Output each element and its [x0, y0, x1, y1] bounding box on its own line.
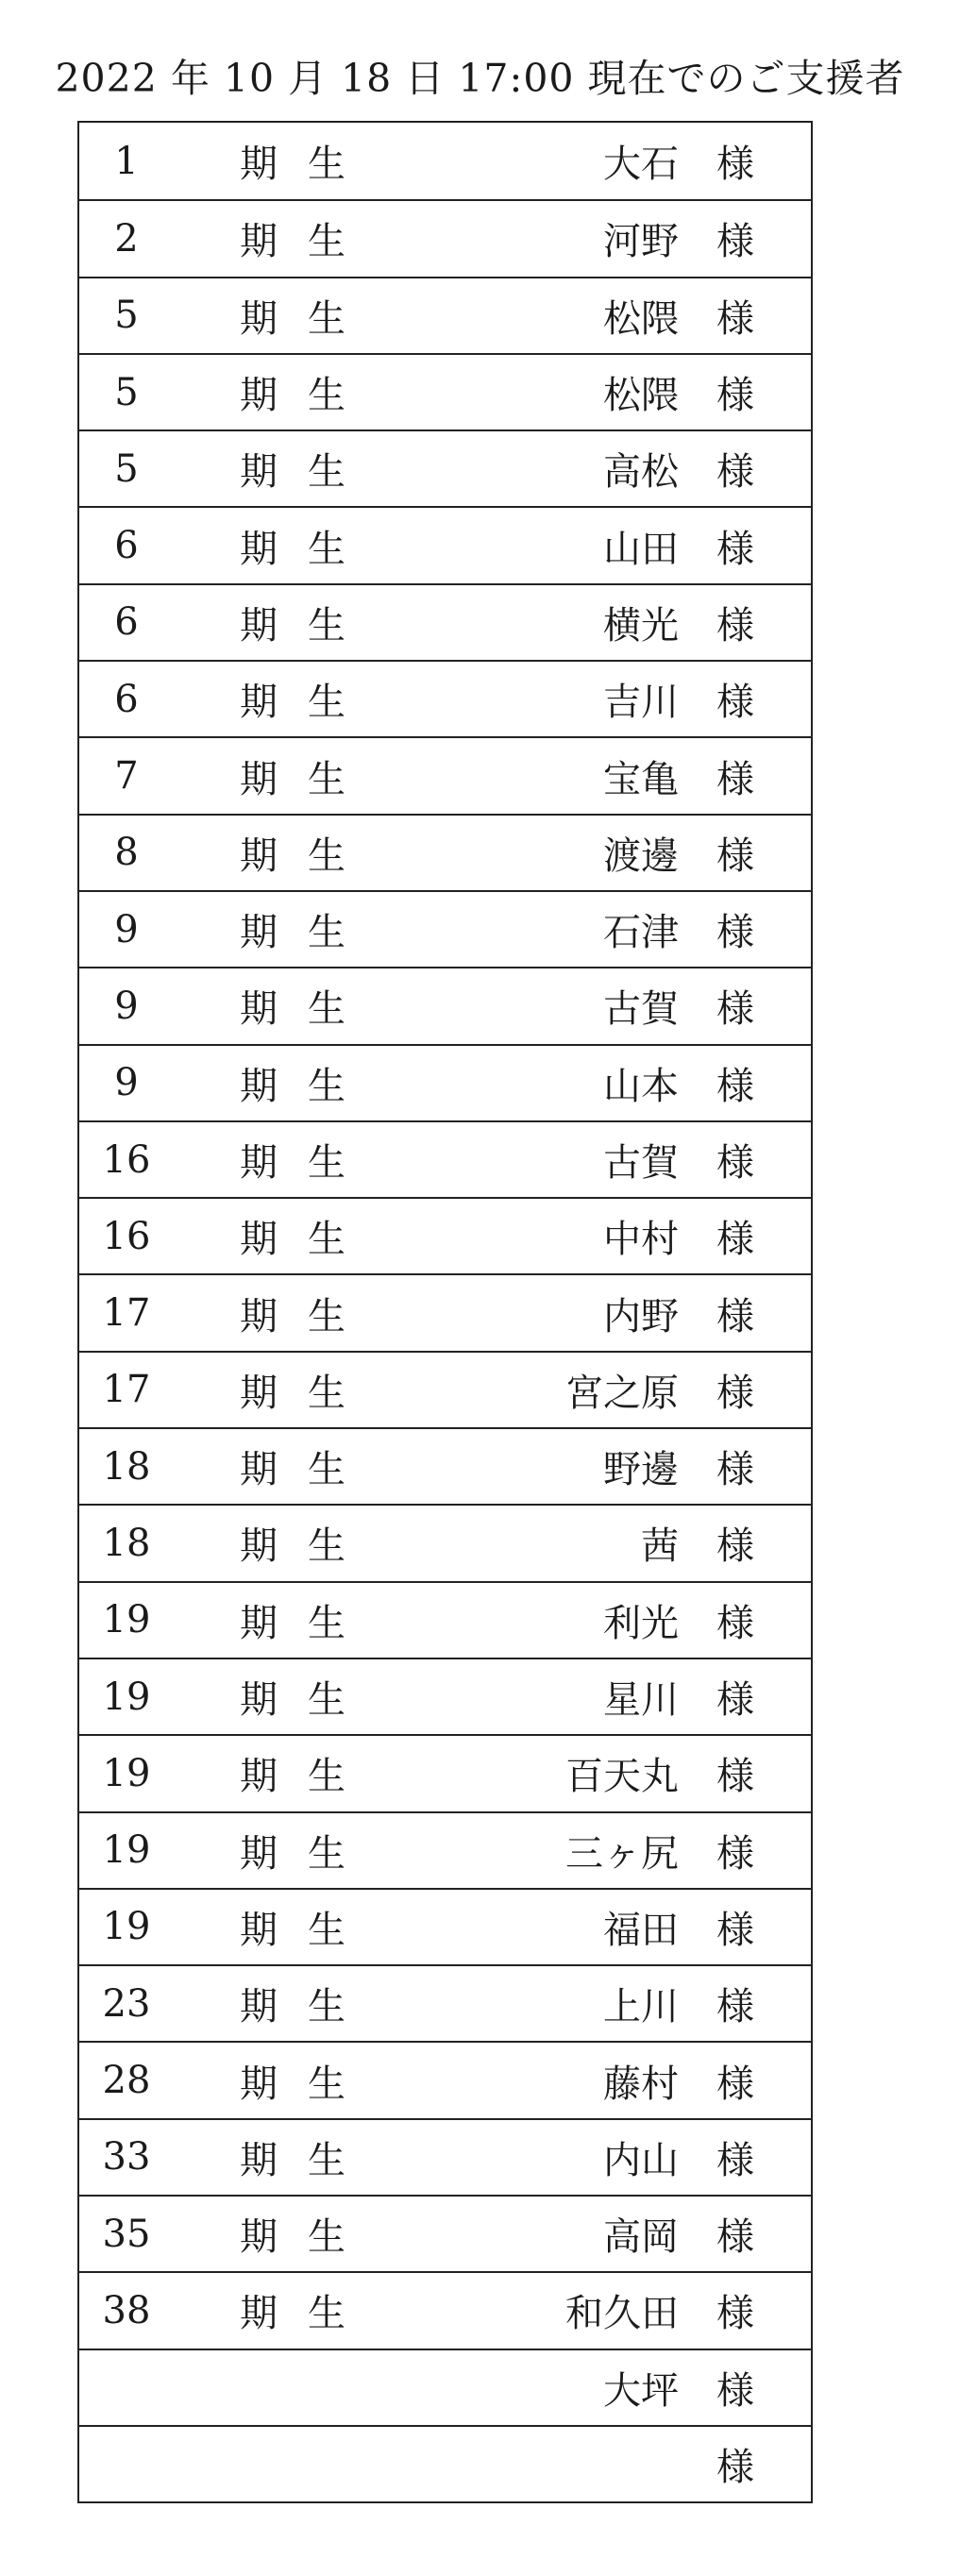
generation-label-ki: 期	[240, 833, 278, 878]
generation-label-ki: 期	[240, 2062, 278, 2106]
honorific-sama: 様	[716, 1755, 754, 1799]
generation-number: 17	[102, 1368, 151, 1412]
generation-label-sei: 生	[308, 1601, 345, 1645]
table-row	[79, 1888, 811, 1964]
generation-number: 18	[102, 1444, 151, 1489]
generation-label-ki: 期	[240, 1294, 278, 1339]
generation-number: 9	[114, 907, 139, 951]
honorific-sama: 様	[716, 2292, 754, 2336]
table-row	[79, 123, 811, 199]
honorific-sama: 様	[716, 374, 754, 418]
generation-label-ki: 期	[240, 450, 278, 495]
generation-label-ki: 期	[240, 1218, 278, 1262]
table-row	[79, 1504, 811, 1580]
supporter-name: 藤村	[603, 2062, 679, 2106]
generation-number: 19	[102, 1905, 151, 1949]
supporter-name: 高松	[603, 450, 679, 495]
generation-label-sei: 生	[308, 143, 345, 187]
generation-label-sei: 生	[308, 450, 345, 495]
generation-label-sei: 生	[308, 2292, 345, 2336]
table-row	[79, 1197, 811, 1273]
generation-label-ki: 期	[240, 1908, 278, 1952]
table-row	[79, 1427, 811, 1504]
supporter-name: 古賀	[603, 1141, 679, 1185]
generation-label-sei: 生	[308, 2138, 345, 2182]
table-row	[79, 583, 811, 660]
generation-number: 17	[102, 1291, 151, 1336]
generation-label-ki: 期	[240, 527, 278, 571]
generation-label-ki	[230, 2427, 287, 2501]
table-row	[79, 429, 811, 506]
supporter-name: 石津	[603, 911, 679, 955]
table-row	[79, 2118, 811, 2195]
generation-label-sei: 生	[308, 1294, 345, 1339]
honorific-sama: 様	[716, 1218, 754, 1262]
table-row	[79, 814, 811, 890]
honorific-sama: 様	[716, 1985, 754, 2029]
generation-label-sei: 生	[308, 2215, 345, 2260]
table-row	[79, 2195, 811, 2271]
generation-number: 19	[102, 1675, 151, 1719]
table-row	[79, 1581, 811, 1658]
supporter-name: 横光	[603, 603, 679, 648]
table-row	[79, 1044, 811, 1120]
generation-number: 19	[102, 1751, 151, 1795]
table-row	[79, 1351, 811, 1427]
honorific-sama: 様	[716, 2446, 754, 2490]
generation-label-sei: 生	[308, 1141, 345, 1185]
supporter-name: 内野	[603, 1294, 679, 1339]
table-row	[79, 736, 811, 813]
generation-label-sei: 生	[308, 2062, 345, 2106]
generation-label-sei: 生	[308, 757, 345, 801]
supporter-name: 上川	[603, 1985, 679, 2029]
generation-number: 1	[114, 139, 139, 183]
generation-label-ki: 期	[240, 1141, 278, 1185]
generation-label-sei: 生	[308, 296, 345, 341]
generation-number: 18	[102, 1521, 151, 1565]
table-row	[79, 2041, 811, 2117]
honorific-sama: 様	[716, 1678, 754, 1723]
supporter-name: 山田	[603, 527, 679, 571]
supporter-name: 山本	[603, 1064, 679, 1108]
honorific-sama: 様	[716, 450, 754, 495]
generation-number: 6	[114, 600, 139, 645]
honorific-sama: 様	[716, 911, 754, 955]
supporter-name: 三ヶ尻	[565, 1831, 679, 1876]
generation-number: 5	[114, 446, 139, 491]
table-row	[79, 2425, 811, 2501]
honorific-sama: 様	[716, 681, 754, 725]
generation-number: 5	[114, 370, 139, 414]
table-row	[79, 1273, 811, 1350]
generation-label-sei: 生	[308, 1831, 345, 1876]
supporter-name: 吉川	[603, 681, 679, 725]
honorific-sama: 様	[716, 1524, 754, 1569]
honorific-sama: 様	[716, 2062, 754, 2106]
honorific-sama: 様	[716, 1831, 754, 1876]
table-row	[79, 1734, 811, 1810]
generation-number: 9	[114, 1061, 139, 1105]
supporter-name: 古賀	[603, 987, 679, 1032]
table-row	[79, 967, 811, 1043]
generation-number: 16	[102, 1214, 151, 1258]
generation-label-ki: 期	[240, 987, 278, 1032]
page-title: 2022 年 10 月 18 日 17:00 現在でのご支援者	[55, 56, 905, 101]
honorific-sama: 様	[716, 296, 754, 341]
generation-label-sei: 生	[308, 1678, 345, 1723]
generation-label-ki: 期	[240, 1064, 278, 1108]
generation-label-sei: 生	[308, 527, 345, 571]
generation-label-ki: 期	[240, 757, 278, 801]
honorific-sama: 様	[716, 757, 754, 801]
generation-label-ki: 期	[240, 1601, 278, 1645]
generation-label-ki: 期	[240, 1371, 278, 1415]
table-row	[79, 1120, 811, 1197]
honorific-sama: 様	[716, 527, 754, 571]
generation-number: 7	[114, 754, 139, 799]
generation-number: 33	[102, 2135, 151, 2180]
honorific-sama: 様	[716, 1448, 754, 1492]
generation-label-ki: 期	[240, 911, 278, 955]
table-row	[79, 660, 811, 736]
supporter-name: 和久田	[565, 2292, 679, 2336]
generation-label-ki: 期	[240, 220, 278, 264]
generation-label-sei: 生	[308, 374, 345, 418]
generation-label-sei: 生	[308, 220, 345, 264]
supporter-name: 星川	[603, 1678, 679, 1723]
table-row	[79, 277, 811, 353]
supporter-name: 河野	[603, 220, 679, 264]
honorific-sama: 様	[716, 1908, 754, 1952]
table-row	[79, 2271, 811, 2348]
supporter-name: 高岡	[603, 2215, 679, 2260]
supporter-name: 百天丸	[565, 1755, 679, 1799]
generation-number: 19	[102, 1598, 151, 1642]
table-row	[79, 2349, 811, 2425]
supporter-name: 野邊	[603, 1448, 679, 1492]
generation-number: 8	[114, 831, 139, 875]
table-row	[79, 1658, 811, 1734]
supporter-name: 松隈	[603, 296, 679, 341]
supporter-name: 大坪	[603, 2368, 679, 2413]
generation-label-sei: 生	[308, 1371, 345, 1415]
generation-number: 38	[102, 2288, 151, 2332]
supporters-table	[77, 121, 813, 2503]
generation-label-sei: 生	[308, 987, 345, 1032]
generation-label-sei	[298, 2350, 355, 2425]
generation-label-sei: 生	[308, 1985, 345, 2029]
supporter-name: 福田	[603, 1908, 679, 1952]
generation-label-sei	[298, 2427, 355, 2501]
generation-label-ki: 期	[240, 2215, 278, 2260]
generation-number: 28	[102, 2059, 151, 2103]
generation-label-ki: 期	[240, 1448, 278, 1492]
honorific-sama: 様	[716, 143, 754, 187]
generation-label-ki: 期	[240, 681, 278, 725]
generation-number	[79, 2350, 174, 2425]
honorific-sama: 様	[716, 2138, 754, 2182]
supporter-name: 茜	[641, 1524, 679, 1569]
honorific-sama: 様	[716, 987, 754, 1032]
generation-label-ki: 期	[240, 143, 278, 187]
generation-label-sei: 生	[308, 1524, 345, 1569]
generation-number: 6	[114, 677, 139, 721]
generation-label-sei: 生	[308, 1218, 345, 1262]
generation-label-ki	[230, 2350, 287, 2425]
supporter-name: 利光	[603, 1601, 679, 1645]
supporter-name: 宮之原	[565, 1371, 679, 1415]
table-row	[79, 353, 811, 429]
honorific-sama: 様	[716, 1294, 754, 1339]
generation-number: 6	[114, 524, 139, 568]
generation-number: 35	[102, 2212, 151, 2256]
generation-label-ki: 期	[240, 1831, 278, 1876]
supporter-name: 松隈	[603, 374, 679, 418]
supporter-name: 中村	[603, 1218, 679, 1262]
generation-label-sei: 生	[308, 1064, 345, 1108]
generation-number: 5	[114, 294, 139, 338]
generation-number: 19	[102, 1828, 151, 1873]
generation-label-sei: 生	[308, 1908, 345, 1952]
supporter-name: 宝亀	[603, 757, 679, 801]
generation-label-sei: 生	[308, 603, 345, 648]
generation-label-ki: 期	[240, 296, 278, 341]
generation-label-sei: 生	[308, 681, 345, 725]
table-row	[79, 199, 811, 276]
generation-number: 9	[114, 984, 139, 1028]
honorific-sama: 様	[716, 1064, 754, 1108]
generation-label-ki: 期	[240, 1524, 278, 1569]
honorific-sama: 様	[716, 1141, 754, 1185]
generation-label-sei: 生	[308, 1448, 345, 1492]
honorific-sama: 様	[716, 1601, 754, 1645]
honorific-sama: 様	[716, 2368, 754, 2413]
generation-label-ki: 期	[240, 1678, 278, 1723]
generation-label-ki: 期	[240, 603, 278, 648]
generation-number: 23	[102, 1981, 151, 2026]
generation-label-sei: 生	[308, 911, 345, 955]
honorific-sama: 様	[716, 833, 754, 878]
table-row	[79, 1964, 811, 2041]
generation-label-ki: 期	[240, 2138, 278, 2182]
table-row	[79, 890, 811, 967]
generation-label-sei: 生	[308, 1755, 345, 1799]
honorific-sama: 様	[716, 2215, 754, 2260]
table-row	[79, 506, 811, 582]
generation-number: 2	[114, 216, 139, 261]
honorific-sama: 様	[716, 1371, 754, 1415]
generation-label-ki: 期	[240, 1755, 278, 1799]
supporter-name: 渡邊	[603, 833, 679, 878]
supporter-name: 内山	[603, 2138, 679, 2182]
honorific-sama: 様	[716, 220, 754, 264]
honorific-sama: 様	[716, 603, 754, 648]
generation-label-ki: 期	[240, 374, 278, 418]
generation-label-sei: 生	[308, 833, 345, 878]
generation-label-ki: 期	[240, 1985, 278, 2029]
table-row	[79, 1811, 811, 1888]
generation-label-ki: 期	[240, 2292, 278, 2336]
generation-number	[79, 2427, 174, 2501]
generation-number: 16	[102, 1137, 151, 1182]
supporter-name: 大石	[603, 143, 679, 187]
